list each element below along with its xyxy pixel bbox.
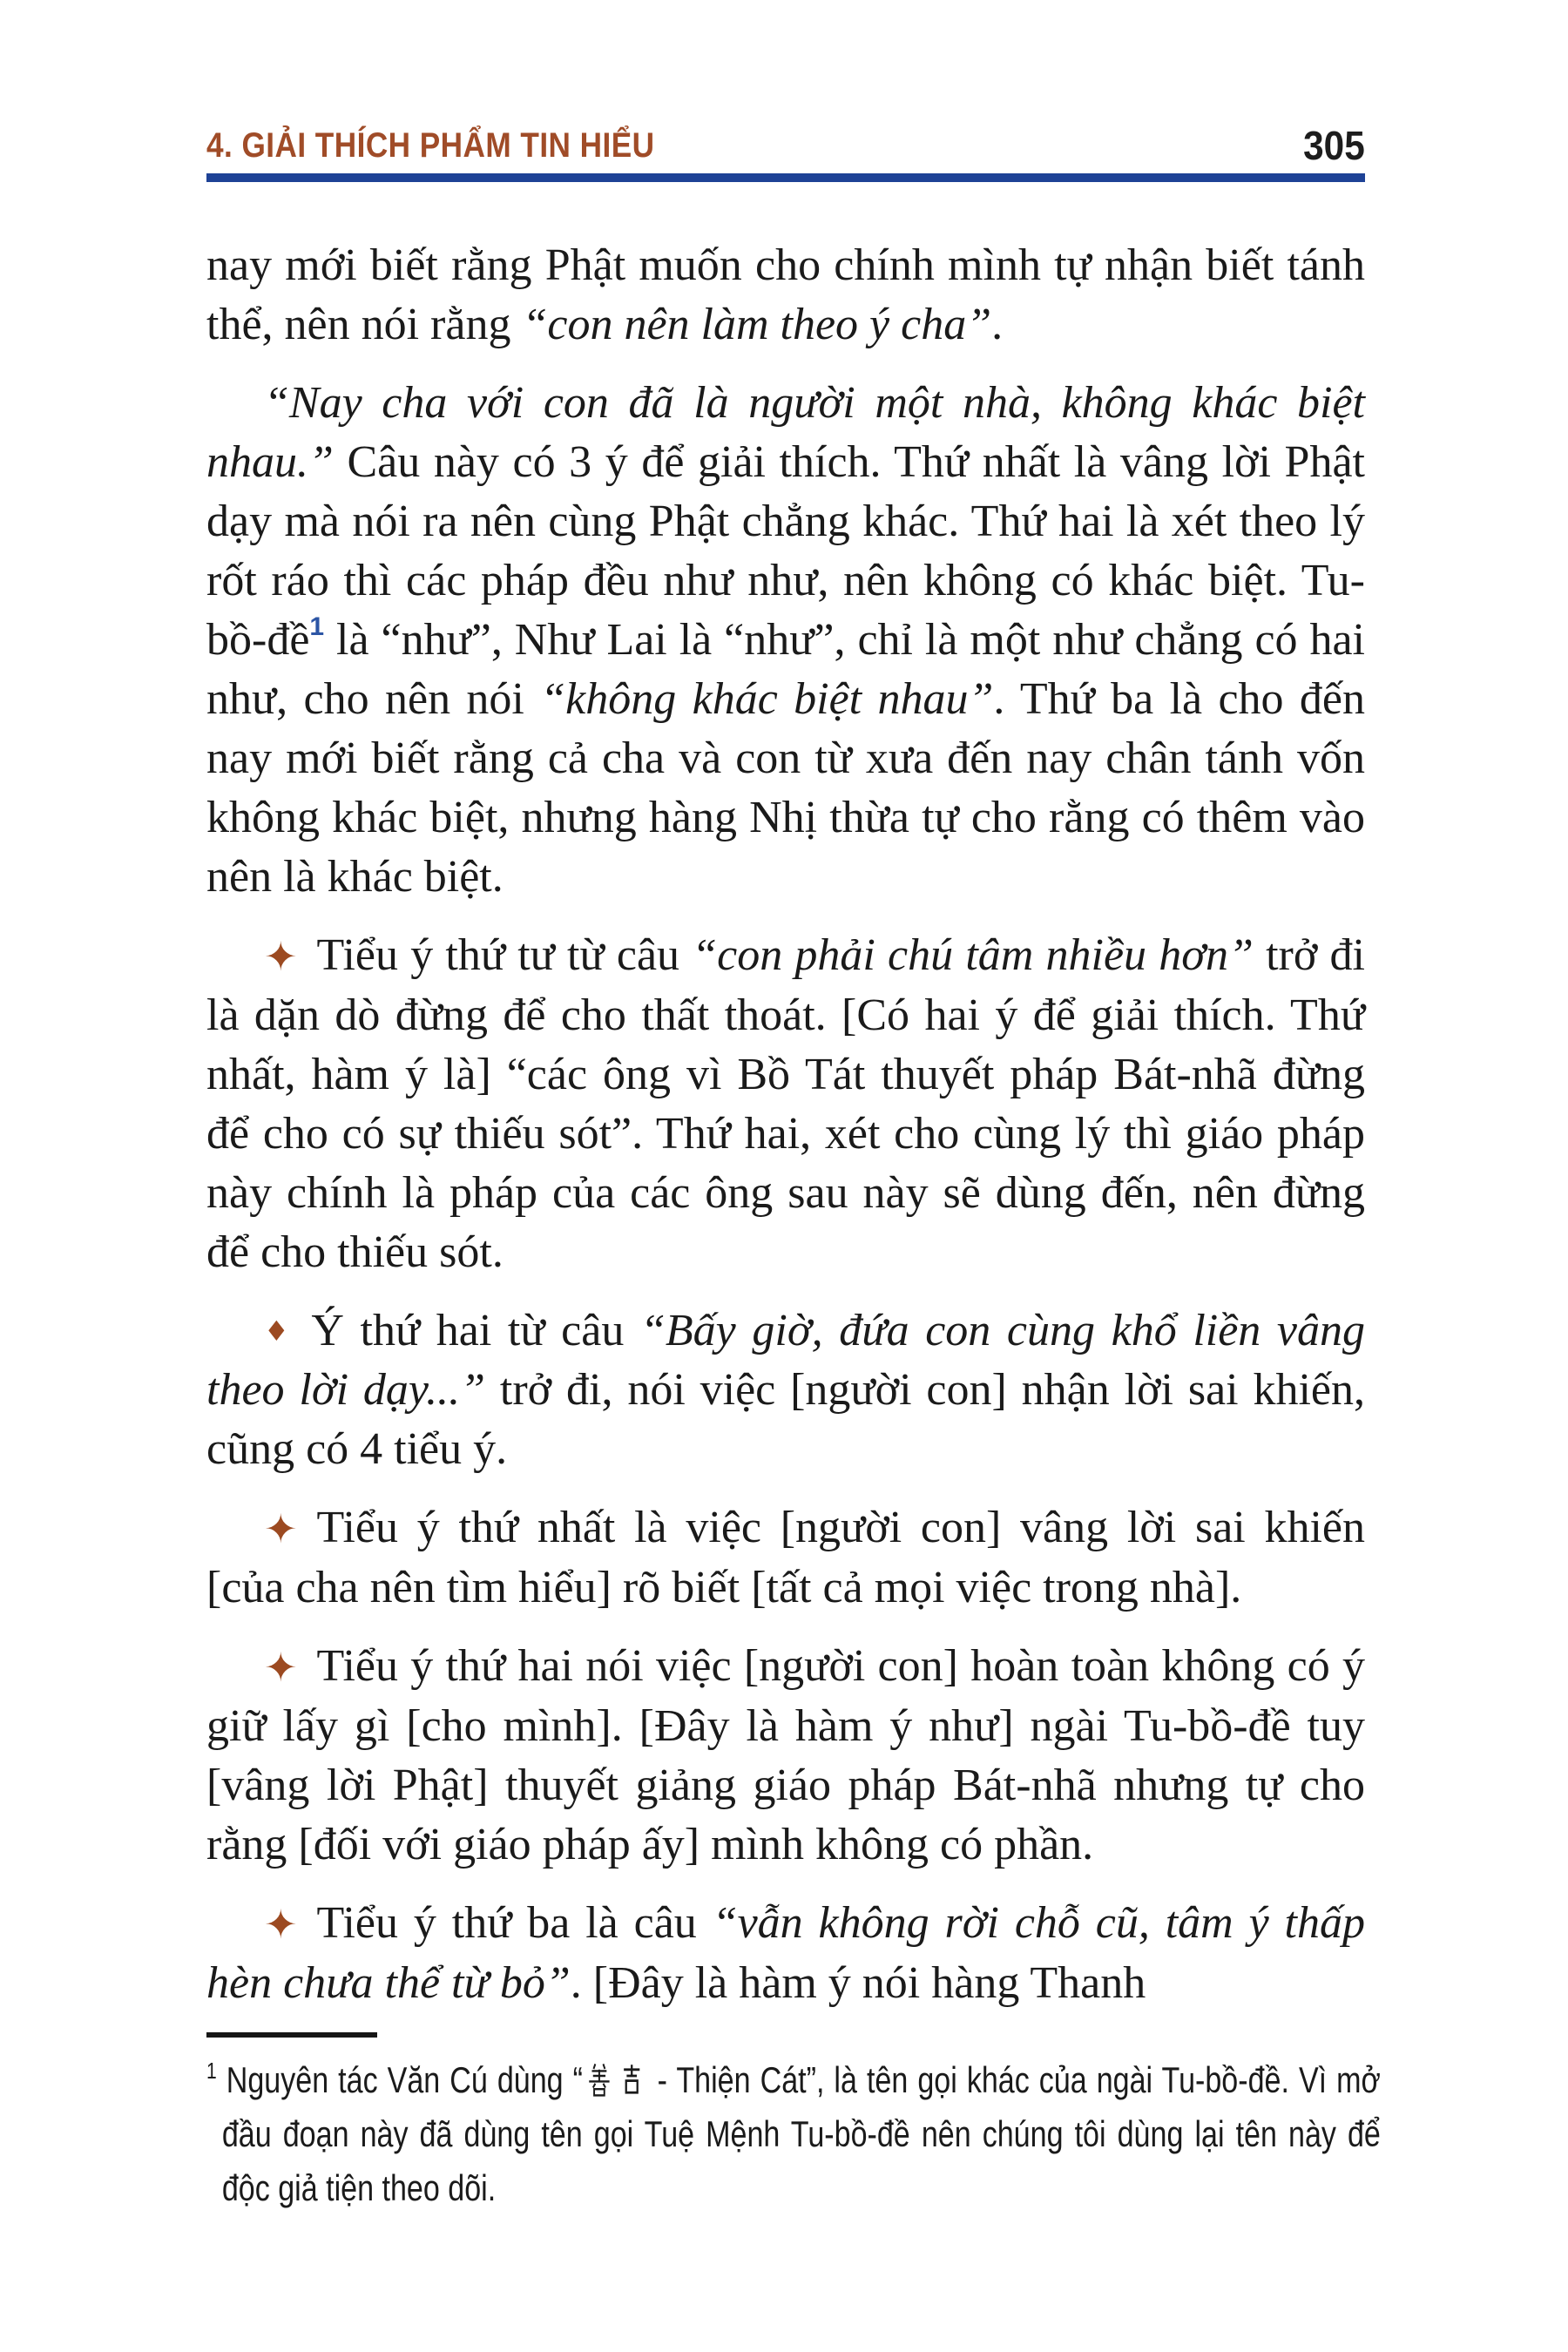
text-segment: “Bấy giờ, đứa con cùng khổ liền vâng theo lời dạy...”	[206, 1306, 1366, 1415]
text-segment: - Thiện Cát”, là tên gọi khác của ngài Tu-bồ-đề. Vì mở đầu đoạn này đã dùng tên gọi Tuệ Mệnh Tu-bồ-đề nên chúng tôi dùng lại tên này để độc giả tiện theo dõi.	[221, 2059, 1381, 2208]
paragraph	[206, 1637, 1365, 1875]
cjk-character-ji	[618, 2062, 645, 2097]
footnote-ref: 1	[309, 612, 325, 641]
text-segment: trở đi, nói việc [người con] nhận lời sai khiến, cũng có 4 tiểu ý.	[206, 1365, 1365, 1474]
diamond-bullet-icon: ♦	[264, 1315, 294, 1348]
text-segment: “con nên làm theo ý cha”	[522, 300, 992, 349]
text-segment: là “như”, Như Lai là “như”, chỉ là một như chẳng có hai như, cho nên nói	[206, 615, 1365, 724]
text-segment: “Nay cha với con đã là người một nhà, không khác biệt nhau.”	[206, 378, 1365, 487]
text-segment: . Thứ ba là cho đến nay mới biết rằng cả cha và con từ xưa đến nay chân tánh vốn không khác biệt, nhưng hàng Nhị thừa tự cho rằng có thêm vào nên là khác biệt.	[206, 674, 1365, 902]
footnote-block	[206, 2032, 1381, 2215]
running-header	[206, 125, 1365, 166]
text-segment: Ý thứ hai từ câu	[311, 1306, 640, 1355]
text-segment: “vẫn không rời chỗ cũ, tâm ý thấp hèn chưa thể từ bỏ”	[206, 1898, 1365, 2008]
header-rule	[206, 173, 1365, 182]
page-content	[206, 123, 1381, 2215]
text-segment: “không khác biệt nhau”	[540, 674, 994, 724]
star-bullet-icon: ✦	[264, 1901, 298, 1948]
text-segment: Tiểu ý thứ nhất là việc [người con] vâng lời sai khiến [của cha nên tìm hiểu] rõ biết [tất cả mọi việc trong nhà].	[206, 1503, 1365, 1612]
page-number: 305	[1303, 123, 1365, 168]
footnote-text	[206, 2053, 1381, 2215]
text-segment: Tiểu ý thứ hai nói việc [người con] hoàn toàn không có ý giữ lấy gì [cho mình]. [Đây là hàm ý như] ngài Tu-bồ-đề tuy [vâng lời Phật] thuyết giảng giáo pháp Bát-nhã nhưng tự cho rằng [đối với giáo pháp ấy] mình không có phần.	[206, 1641, 1365, 1869]
text-segment: 1	[206, 2058, 217, 2084]
paragraph	[206, 374, 1365, 907]
star-bullet-icon: ✦	[264, 1644, 298, 1691]
text-segment: nay mới biết rằng Phật muốn cho chính mình tự nhận biết tánh thể, nên nói rằng	[206, 240, 1365, 349]
footnote-separator	[206, 2032, 377, 2038]
star-bullet-icon: ✦	[264, 933, 298, 980]
paragraph	[206, 926, 1365, 1282]
cjk-character-shan	[585, 2062, 612, 2097]
text-segment: . [Đây là hàm ý nói hàng Thanh	[570, 1958, 1146, 2008]
text-segment: .	[991, 300, 1004, 349]
text-segment: Tiểu ý thứ ba là câu	[316, 1898, 713, 1948]
text-segment: Nguyên tác Văn Cú dùng “	[216, 2059, 583, 2100]
paragraph	[206, 1498, 1365, 1618]
chapter-title: 4. GIẢI THÍCH PHẨM TIN HIỂU	[206, 126, 655, 165]
text-segment: Câu này có 3 ý để giải thích. Thứ nhất là vâng lời Phật dạy mà nói ra nên cùng Phật chẳng khác. Thứ hai là xét theo lý rốt ráo thì các pháp đều như như, nên không có khác biệt. Tu-bồ-đề	[206, 437, 1365, 665]
text-segment: Tiểu ý thứ tư từ câu	[316, 930, 693, 980]
paragraph	[206, 1894, 1365, 2013]
paragraph	[206, 1301, 1365, 1479]
text-segment: “con phải chú tâm nhiều hơn”	[692, 930, 1254, 980]
text-segment: trở đi là dặn dò đừng để cho thất thoát. [Có hai ý để giải thích. Thứ nhất, hàm ý là] “các ông vì Bồ Tát thuyết pháp Bát-nhã đừng để cho có sự thiếu sót”. Thứ hai, xét cho cùng lý thì giáo pháp này chính là pháp của các ông sau này sẽ dùng đến, nên đừng để cho thiếu sót.	[206, 930, 1365, 1277]
paragraph	[206, 236, 1365, 355]
star-bullet-icon: ✦	[264, 1505, 298, 1552]
body-text	[206, 236, 1365, 2013]
